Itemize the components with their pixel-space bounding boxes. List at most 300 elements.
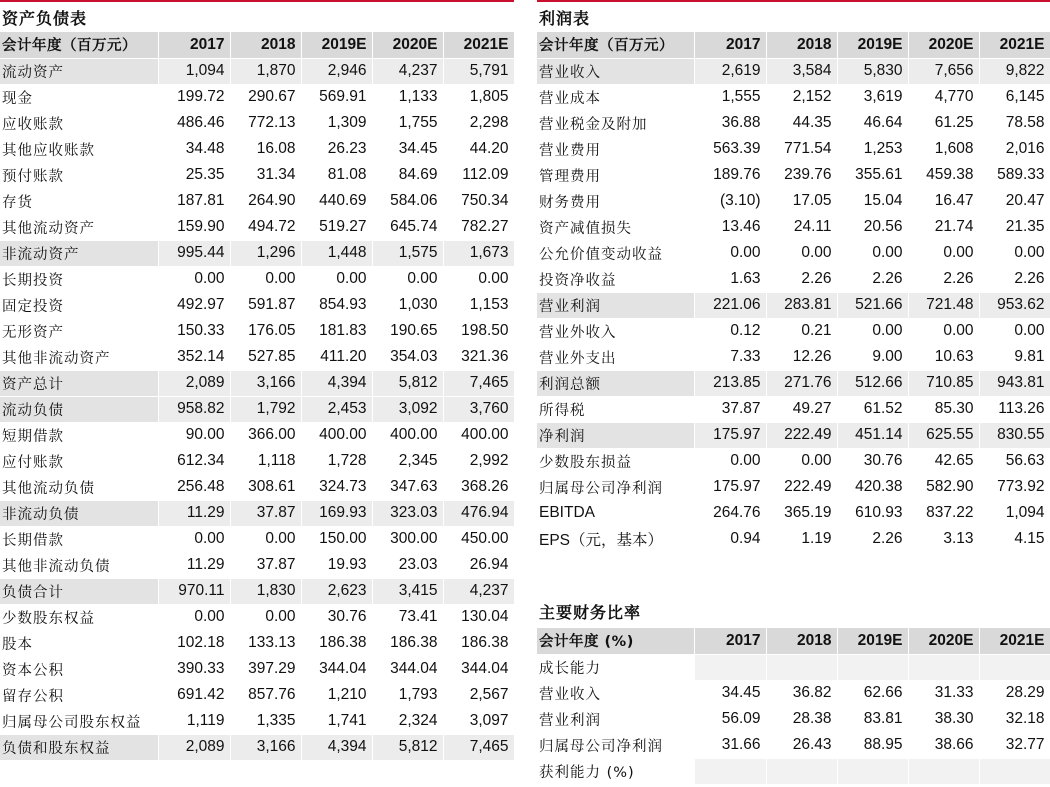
cell-value: 347.63 (372, 474, 443, 500)
income-statement-table (537, 32, 1050, 553)
cell-value: 344.04 (372, 656, 443, 682)
cell-value: 400.00 (301, 422, 372, 448)
table-row (0, 422, 514, 448)
cell-value: 85.30 (908, 396, 979, 422)
cell-value: 368.26 (443, 474, 514, 500)
cell-value: 0.00 (158, 526, 230, 552)
cell-value: 186.38 (301, 630, 372, 656)
cell-value: 23.03 (372, 552, 443, 578)
cell-value: 150.00 (301, 526, 372, 552)
cell-value: 400.00 (443, 422, 514, 448)
row-label: 股本 (0, 630, 158, 656)
cell-value: 4,237 (443, 578, 514, 604)
cell-value: 20.47 (979, 188, 1050, 214)
row-label: 营业费用 (537, 136, 694, 162)
cell-value: 38.66 (908, 732, 979, 758)
table-row (0, 526, 514, 552)
cell-value: 970.11 (158, 578, 230, 604)
cell-value: 354.03 (372, 344, 443, 370)
cell-value: 1,309 (301, 110, 372, 136)
column-header-year: 2017 (694, 628, 766, 654)
cell-value: 12.26 (766, 344, 837, 370)
cell-value: 1,830 (230, 578, 301, 604)
cell-value: 102.18 (158, 630, 230, 656)
row-label: 非流动资产 (0, 240, 158, 266)
table-row (537, 448, 1050, 474)
table-row (0, 578, 514, 604)
table-row (0, 318, 514, 344)
row-label: 现金 (0, 84, 158, 110)
cell-value: 1,448 (301, 240, 372, 266)
cell-value: 3,760 (443, 396, 514, 422)
row-label: 管理费用 (537, 162, 694, 188)
key-ratios-table (537, 628, 1050, 785)
cell-value: 176.05 (230, 318, 301, 344)
cell-value: 0.00 (908, 240, 979, 266)
cell-value: 10.63 (908, 344, 979, 370)
cell-value: 854.93 (301, 292, 372, 318)
table-row (0, 266, 514, 292)
cell-value: 0.00 (372, 266, 443, 292)
cell-value (908, 758, 979, 784)
table-row (537, 110, 1050, 136)
cell-value: 181.83 (301, 318, 372, 344)
cell-value: 28.38 (766, 706, 837, 732)
column-header-year: 2017 (158, 32, 230, 58)
cell-value: 1,133 (372, 84, 443, 110)
cell-value: 0.00 (158, 266, 230, 292)
cell-value: 46.64 (837, 110, 908, 136)
cell-value: 26.94 (443, 552, 514, 578)
row-label: 短期借款 (0, 422, 158, 448)
cell-value: 83.81 (837, 706, 908, 732)
cell-value: 411.20 (301, 344, 372, 370)
cell-value: 7,465 (443, 734, 514, 760)
table-row (537, 162, 1050, 188)
table-row (0, 604, 514, 630)
cell-value: 19.93 (301, 552, 372, 578)
cell-value: 30.76 (837, 448, 908, 474)
cell-value: 4,770 (908, 84, 979, 110)
cell-value: 323.03 (372, 500, 443, 526)
cell-value: 49.27 (766, 396, 837, 422)
cell-value: 451.14 (837, 422, 908, 448)
cell-value: 5,812 (372, 370, 443, 396)
cell-value: 0.94 (694, 526, 766, 552)
table-row (0, 240, 514, 266)
table-row (537, 214, 1050, 240)
cell-value: 3,619 (837, 84, 908, 110)
cell-value: 11.29 (158, 552, 230, 578)
cell-value (979, 654, 1050, 680)
cell-value: 365.19 (766, 500, 837, 526)
row-label: 营业外收入 (537, 318, 694, 344)
row-label: 留存公积 (0, 682, 158, 708)
cell-value: 344.04 (301, 656, 372, 682)
cell-value: 1,555 (694, 84, 766, 110)
cell-value: 2,345 (372, 448, 443, 474)
cell-value: 3,092 (372, 396, 443, 422)
cell-value: 16.08 (230, 136, 301, 162)
row-label: 应收账款 (0, 110, 158, 136)
cell-value (766, 654, 837, 680)
row-label: 营业成本 (537, 84, 694, 110)
cell-value: 0.00 (230, 266, 301, 292)
table-row (0, 292, 514, 318)
cell-value: 3.13 (908, 526, 979, 552)
cell-value: 264.76 (694, 500, 766, 526)
cell-value: 24.11 (766, 214, 837, 240)
cell-value: 0.00 (443, 266, 514, 292)
cell-value: 2,619 (694, 58, 766, 84)
column-header-label: 会计年度（百万元） (537, 32, 694, 58)
cell-value: 2,152 (766, 84, 837, 110)
table-row (0, 396, 514, 422)
cell-value: 0.00 (766, 448, 837, 474)
table-row (0, 500, 514, 526)
cell-value: 0.00 (837, 318, 908, 344)
cell-value: 0.00 (766, 240, 837, 266)
cell-value: 1,253 (837, 136, 908, 162)
income-statement-title: 利润表 (537, 0, 1050, 32)
cell-value: 190.65 (372, 318, 443, 344)
cell-value: 56.63 (979, 448, 1050, 474)
row-label: 应付账款 (0, 448, 158, 474)
table-row (537, 58, 1050, 84)
column-header-year: 2020E (908, 628, 979, 654)
table-row (0, 630, 514, 656)
table-row (0, 656, 514, 682)
cell-value: 37.87 (230, 552, 301, 578)
balance-sheet-table (0, 32, 515, 761)
table-row (537, 396, 1050, 422)
row-label: 归属母公司股东权益 (0, 708, 158, 734)
row-label: 资产减值损失 (537, 214, 694, 240)
cell-value: 476.94 (443, 500, 514, 526)
cell-value: 1,673 (443, 240, 514, 266)
cell-value: 1,755 (372, 110, 443, 136)
cell-value: 199.72 (158, 84, 230, 110)
cell-value: 37.87 (230, 500, 301, 526)
table-row (537, 344, 1050, 370)
cell-value: 459.38 (908, 162, 979, 188)
cell-value: 61.52 (837, 396, 908, 422)
balance-sheet-title: 资产负债表 (0, 0, 514, 32)
cell-value: 584.06 (372, 188, 443, 214)
column-header-year: 2020E (372, 32, 443, 58)
column-header-label: 会计年度 (%) (537, 628, 694, 654)
cell-value: 366.00 (230, 422, 301, 448)
cell-value: 113.26 (979, 396, 1050, 422)
cell-value: 782.27 (443, 214, 514, 240)
cell-value: 9.00 (837, 344, 908, 370)
cell-value: 1,210 (301, 682, 372, 708)
cell-value: 1,728 (301, 448, 372, 474)
balance-sheet-panel (0, 0, 514, 761)
cell-value (766, 758, 837, 784)
cell-value: 591.87 (230, 292, 301, 318)
table-row (537, 266, 1050, 292)
cell-value (979, 758, 1050, 784)
cell-value: 2.26 (908, 266, 979, 292)
table-row (0, 708, 514, 734)
cell-value: 90.00 (158, 422, 230, 448)
cell-value: 9,822 (979, 58, 1050, 84)
cell-value: 3,166 (230, 370, 301, 396)
cell-value: 943.81 (979, 370, 1050, 396)
cell-value: 36.88 (694, 110, 766, 136)
cell-value: 2,324 (372, 708, 443, 734)
table-row (537, 240, 1050, 266)
cell-value: 159.90 (158, 214, 230, 240)
cell-value: 837.22 (908, 500, 979, 526)
cell-value (837, 654, 908, 680)
cell-value: 34.45 (372, 136, 443, 162)
cell-value: 5,830 (837, 58, 908, 84)
cell-value: 198.50 (443, 318, 514, 344)
cell-value: 3,415 (372, 578, 443, 604)
cell-value: 2,567 (443, 682, 514, 708)
cell-value: 610.93 (837, 500, 908, 526)
row-label: 净利润 (537, 422, 694, 448)
cell-value: 1.63 (694, 266, 766, 292)
cell-value: 0.00 (979, 240, 1050, 266)
row-label: 无形资产 (0, 318, 158, 344)
cell-value: 0.00 (301, 266, 372, 292)
cell-value: 1,119 (158, 708, 230, 734)
cell-value: 4,394 (301, 370, 372, 396)
cell-value: 1,870 (230, 58, 301, 84)
cell-value: 175.97 (694, 422, 766, 448)
cell-value: 34.48 (158, 136, 230, 162)
cell-value: 355.61 (837, 162, 908, 188)
table-row (537, 732, 1050, 758)
cell-value: 189.76 (694, 162, 766, 188)
row-label: 其他流动负债 (0, 474, 158, 500)
cell-value: 21.35 (979, 214, 1050, 240)
cell-value: 256.48 (158, 474, 230, 500)
cell-value: 0.00 (908, 318, 979, 344)
column-header-year: 2021E (979, 32, 1050, 58)
cell-value: 521.66 (837, 292, 908, 318)
table-row (537, 422, 1050, 448)
cell-value: 2.26 (837, 526, 908, 552)
row-label: 营业利润 (537, 292, 694, 318)
cell-value: 73.41 (372, 604, 443, 630)
cell-value: 150.33 (158, 318, 230, 344)
row-label: 少数股东损益 (537, 448, 694, 474)
cell-value: 44.20 (443, 136, 514, 162)
row-label: 营业外支出 (537, 344, 694, 370)
cell-value: 1,118 (230, 448, 301, 474)
cell-value: 31.33 (908, 680, 979, 706)
cell-value: 512.66 (837, 370, 908, 396)
cell-value: 4,237 (372, 58, 443, 84)
cell-value: 0.00 (837, 240, 908, 266)
cell-value: 84.69 (372, 162, 443, 188)
cell-value: 7.33 (694, 344, 766, 370)
cell-value: 4.15 (979, 526, 1050, 552)
cell-value: 130.04 (443, 604, 514, 630)
cell-value: 26.43 (766, 732, 837, 758)
cell-value: 56.09 (694, 706, 766, 732)
table-row (537, 758, 1050, 784)
cell-value: 78.58 (979, 110, 1050, 136)
cell-value: 492.97 (158, 292, 230, 318)
table-row (0, 734, 514, 760)
column-header-year: 2021E (979, 628, 1050, 654)
cell-value: 21.74 (908, 214, 979, 240)
cell-value: (3.10) (694, 188, 766, 214)
cell-value: 519.27 (301, 214, 372, 240)
row-label: 其他流动资产 (0, 214, 158, 240)
cell-value: 300.00 (372, 526, 443, 552)
table-row (537, 188, 1050, 214)
cell-value: 1,608 (908, 136, 979, 162)
cell-value: 344.04 (443, 656, 514, 682)
cell-value: 2,089 (158, 370, 230, 396)
column-header-year: 2019E (301, 32, 372, 58)
cell-value: 772.13 (230, 110, 301, 136)
cell-value: 9.81 (979, 344, 1050, 370)
cell-value: 222.49 (766, 474, 837, 500)
cell-value: 3,097 (443, 708, 514, 734)
row-label: 归属母公司净利润 (537, 732, 694, 758)
cell-value: 958.82 (158, 396, 230, 422)
cell-value: 0.00 (158, 604, 230, 630)
cell-value: 450.00 (443, 526, 514, 552)
row-label: 财务费用 (537, 188, 694, 214)
cell-value: 25.35 (158, 162, 230, 188)
table-header-row (537, 628, 1050, 654)
cell-value: 221.06 (694, 292, 766, 318)
key-ratios-title: 主要财务比率 (539, 603, 642, 622)
cell-value: 352.14 (158, 344, 230, 370)
row-label: 固定投资 (0, 292, 158, 318)
row-label: 营业收入 (537, 680, 694, 706)
cell-value: 15.04 (837, 188, 908, 214)
cell-value: 857.76 (230, 682, 301, 708)
cell-value: 28.29 (979, 680, 1050, 706)
cell-value: 13.46 (694, 214, 766, 240)
cell-value: 645.74 (372, 214, 443, 240)
cell-value: 16.47 (908, 188, 979, 214)
cell-value: 175.97 (694, 474, 766, 500)
cell-value: 2.26 (979, 266, 1050, 292)
cell-value: 2,623 (301, 578, 372, 604)
cell-value: 3,584 (766, 58, 837, 84)
table-row (0, 682, 514, 708)
cell-value: 0.21 (766, 318, 837, 344)
cell-value: 169.93 (301, 500, 372, 526)
cell-value: 324.73 (301, 474, 372, 500)
cell-value: 186.38 (443, 630, 514, 656)
table-header-row (537, 32, 1050, 58)
cell-value (694, 758, 766, 784)
row-label: 营业收入 (537, 58, 694, 84)
cell-value: 0.00 (694, 240, 766, 266)
cell-value: 420.38 (837, 474, 908, 500)
row-label: 获利能力 (%) (537, 758, 694, 784)
cell-value: 2,298 (443, 110, 514, 136)
cell-value: 750.34 (443, 188, 514, 214)
cell-value: 3,166 (230, 734, 301, 760)
cell-value: 88.95 (837, 732, 908, 758)
cell-value: 569.91 (301, 84, 372, 110)
cell-value: 1,792 (230, 396, 301, 422)
table-row (0, 552, 514, 578)
table-row (0, 162, 514, 188)
column-header-year: 2018 (766, 628, 837, 654)
row-label: EBITDA (537, 500, 694, 526)
cell-value: 2,992 (443, 448, 514, 474)
cell-value: 527.85 (230, 344, 301, 370)
table-row (537, 680, 1050, 706)
cell-value: 32.18 (979, 706, 1050, 732)
row-label: 长期借款 (0, 526, 158, 552)
cell-value: 0.12 (694, 318, 766, 344)
row-label: 利润总额 (537, 370, 694, 396)
cell-value: 2,453 (301, 396, 372, 422)
column-header-year: 2020E (908, 32, 979, 58)
key-ratios-panel (537, 596, 1050, 785)
cell-value: 390.33 (158, 656, 230, 682)
column-header-year: 2019E (837, 32, 908, 58)
row-label: 公允价值变动收益 (537, 240, 694, 266)
cell-value: 283.81 (766, 292, 837, 318)
column-header-year: 2017 (694, 32, 766, 58)
cell-value: 61.25 (908, 110, 979, 136)
cell-value: 400.00 (372, 422, 443, 448)
cell-value: 1,793 (372, 682, 443, 708)
cell-value: 691.42 (158, 682, 230, 708)
row-label: 流动资产 (0, 58, 158, 84)
column-header-year: 2018 (766, 32, 837, 58)
column-header-label: 会计年度（百万元） (0, 32, 158, 58)
cell-value: 38.30 (908, 706, 979, 732)
table-row (0, 474, 514, 500)
cell-value: 222.49 (766, 422, 837, 448)
row-label: 资本公积 (0, 656, 158, 682)
table-row (537, 500, 1050, 526)
cell-value: 2,946 (301, 58, 372, 84)
cell-value: 4,394 (301, 734, 372, 760)
cell-value: 187.81 (158, 188, 230, 214)
cell-value: 81.08 (301, 162, 372, 188)
cell-value: 2.26 (837, 266, 908, 292)
cell-value: 32.77 (979, 732, 1050, 758)
cell-value: 0.00 (230, 604, 301, 630)
cell-value: 26.23 (301, 136, 372, 162)
row-label: 营业税金及附加 (537, 110, 694, 136)
cell-value: 1,030 (372, 292, 443, 318)
cell-value: 582.90 (908, 474, 979, 500)
row-label: 其他应收账款 (0, 136, 158, 162)
cell-value: 6,145 (979, 84, 1050, 110)
cell-value: 589.33 (979, 162, 1050, 188)
table-row (0, 448, 514, 474)
row-label: EPS（元，基本） (537, 526, 694, 552)
cell-value: 953.62 (979, 292, 1050, 318)
cell-value: 1,094 (979, 500, 1050, 526)
row-label: 归属母公司净利润 (537, 474, 694, 500)
row-label: 其他非流动资产 (0, 344, 158, 370)
cell-value: 36.82 (766, 680, 837, 706)
table-row (537, 318, 1050, 344)
cell-value: 1.19 (766, 526, 837, 552)
cell-value: 0.00 (694, 448, 766, 474)
table-row (537, 292, 1050, 318)
